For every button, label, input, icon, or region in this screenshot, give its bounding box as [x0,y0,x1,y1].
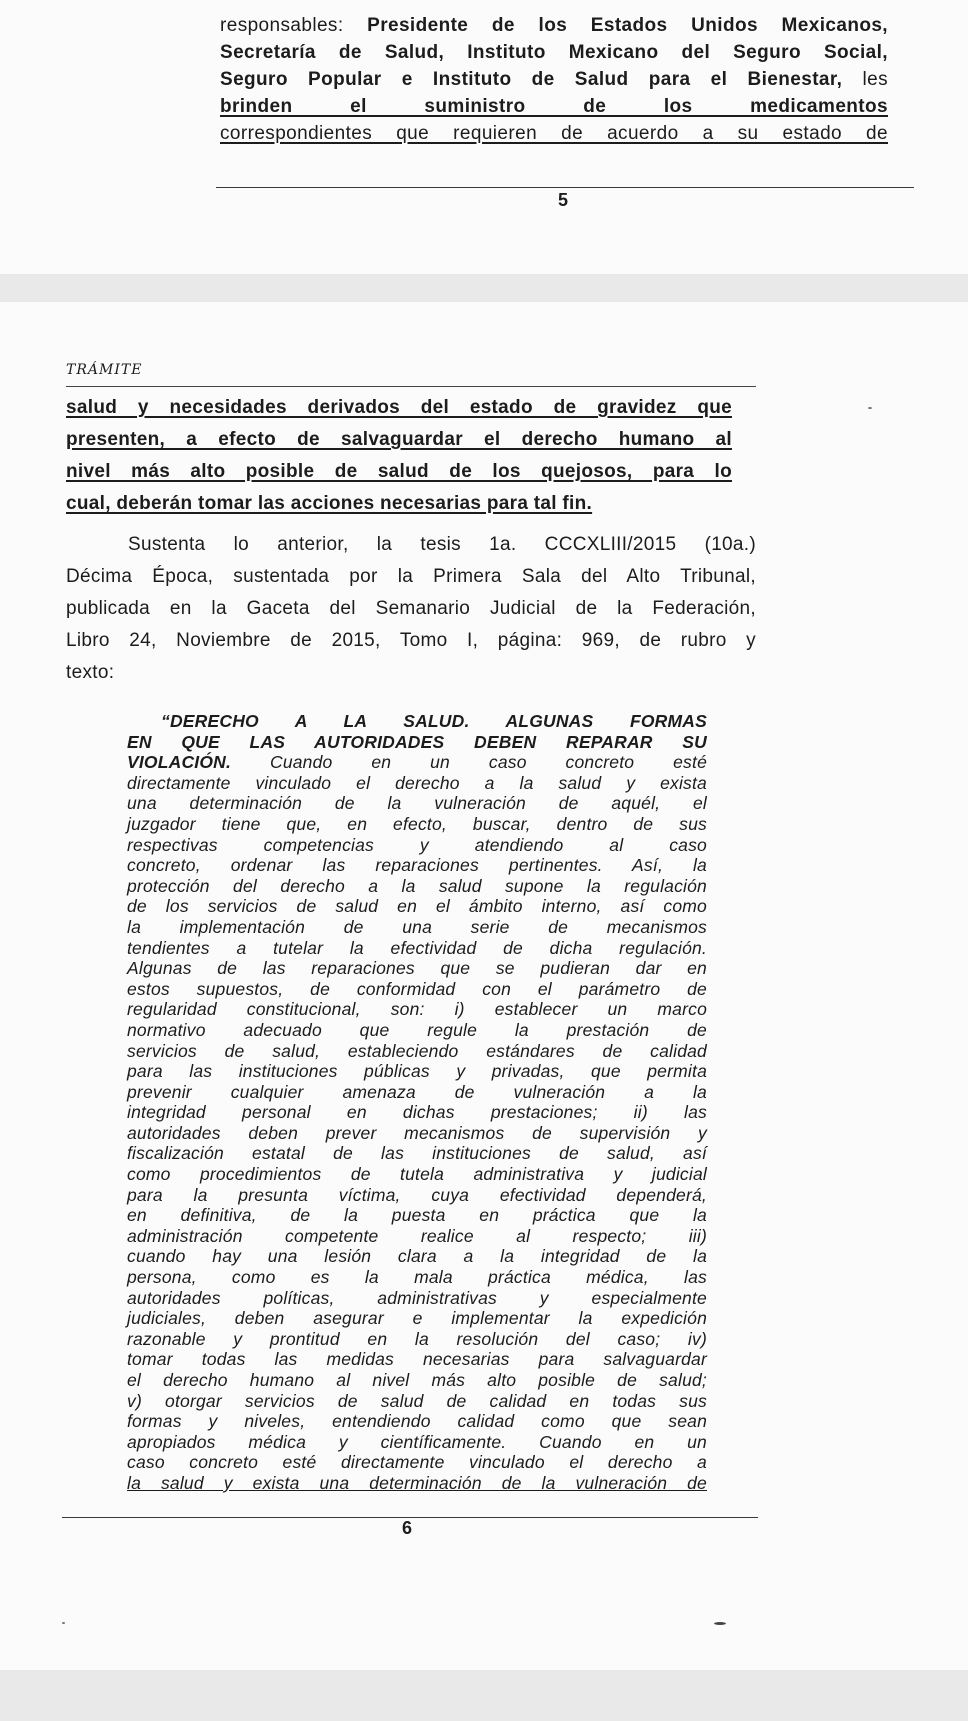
quote-line: autoridades políticas, administrativas y especialmente [127,1287,707,1308]
quote-line: concreto, ordenar las reparaciones pertinentes. Así, la [127,855,707,876]
citation-paragraph [66,529,756,689]
page5-number: 5 [558,190,569,210]
resolutive-line-2: presenten, a efecto de salvaguardar el derecho humano al [66,429,732,450]
scan-speck [714,1622,726,1625]
quote-line: para la presunta víctima, cuya efectividad dependerá, [127,1184,707,1205]
quote-line: regularidad constitucional, son: i) establecer un marco [127,999,707,1020]
quote-line: prevenir cualquier amenaza de vulneración a la [127,1081,707,1102]
page5-text-block [220,12,888,147]
quote-line: tendientes a tutelar la efectividad de dicha regulación. [127,937,707,958]
quote-line: Algunas de las reparaciones que se pudieran dar en [127,958,707,979]
page5-line-4: brinden el suministro de los medicamentos [220,96,888,117]
page5-line-2: Secretaría de Salud, Instituto Mexicano del Seguro Social, [220,42,888,63]
scan-speck [62,1622,65,1624]
tramite-stamp: TRÁMITE [66,362,143,378]
quote-line: servicios de salud, estableciendo estándares de calidad [127,1040,707,1061]
quote-line: de los servicios de salud en el ámbito interno, así como [127,896,707,917]
resolutive-line-4: cual, deberán tomar las acciones necesarias para tal fin. [66,493,593,514]
quote-line: directamente vinculado el derecho a la salud y exista [127,772,707,793]
quote-heading-line-1: “DERECHO A LA SALUD. ALGUNAS FORMAS [161,711,707,731]
citation-line-1: Sustenta lo anterior, la tesis 1a. CCCXLIII/2015 (10a.) [128,534,756,555]
quote-line-first: VIOLACIÓN. Cuando en un caso concreto esté [127,752,707,773]
quote-line: autoridades deben prever mecanismos de supervisión y [127,1122,707,1143]
quote-line: estos supuestos, de conformidad con el parámetro de [127,978,707,999]
quote-line: una determinación de la vulneración de aquél, el [127,793,707,814]
quote-line: en definitiva, de la puesta en práctica que la [127,1205,707,1226]
quote-line: respectivas competencias y atendiendo al caso [127,834,707,855]
page5-footer-rule [216,187,914,188]
quote-line: fiscalización estatal de las instituciones de salud, así [127,1143,707,1164]
scan-speck [868,407,872,409]
quote-line: apropiados médica y científicamente. Cuando en un [127,1431,707,1452]
quote-line: juzgador tiene que, en efecto, buscar, dentro de sus [127,813,707,834]
quote-line: integridad personal en dichas prestaciones; ii) las [127,1102,707,1123]
quote-line: para las instituciones públicas y privadas, que permita [127,1061,707,1082]
quote-line: judiciales, deben asegurar e implementar la expedición [127,1308,707,1329]
quote-line: como procedimientos de tutela administrativa y judicial [127,1164,707,1185]
document-page-5 [0,0,968,274]
quote-line: normativo adecuado que regule la prestación de [127,1019,707,1040]
quote-body [127,773,707,1494]
page6-number: 6 [402,1518,413,1538]
citation-line-4: Libro 24, Noviembre de 2015, Tomo I, página: 969, de rubro y [66,630,756,651]
quote-line: la salud y exista una determinación de la vulneración de [127,1472,707,1493]
resolutive-line-3: nivel más alto posible de salud de los quejosos, para lo [66,461,732,482]
resolutive-paragraph [66,392,732,520]
citation-line-5: texto: [66,662,115,683]
citation-line-3: publicada en la Gaceta del Semanario Judicial de la Federación, [66,598,756,619]
quote-line: cuando hay una lesión clara a la integridad de la [127,1246,707,1267]
page5-line-1: responsables: Presidente de los Estados Unidos Mexicanos, [220,15,888,36]
quote-line: la implementación de una serie de mecanismos [127,916,707,937]
quote-line: persona, como es la mala práctica médica, las [127,1267,707,1288]
quote-line: administración competente realice al respecto; iii) [127,1225,707,1246]
thesis-quote [127,711,707,1494]
page6-header-rule [66,386,756,387]
quote-line: v) otorgar servicios de salud de calidad en todas sus [127,1390,707,1411]
page5-line-5: correspondientes que requieren de acuerdo a su estado de [220,123,888,144]
quote-line: formas y niveles, entendiendo calidad como que sean [127,1411,707,1432]
quote-line: protección del derecho a la salud supone la regulación [127,875,707,896]
page5-line-3: Seguro Popular e Instituto de Salud para el Bienestar, les [220,69,888,90]
citation-line-2: Décima Época, sustentada por la Primera Sala del Alto Tribunal, [66,566,756,587]
quote-line: tomar todas las medidas necesarias para salvaguardar [127,1349,707,1370]
quote-line: caso concreto esté directamente vinculado el derecho a [127,1452,707,1473]
quote-heading-line-2: EN QUE LAS AUTORIDADES DEBEN REPARAR SU [127,731,707,752]
quote-line: el derecho humano al nivel más alto posible de salud; [127,1370,707,1390]
quote-line: razonable y prontitud en la resolución del caso; iv) [127,1328,707,1349]
resolutive-line-1: salud y necesidades derivados del estado de gravidez que [66,397,732,418]
